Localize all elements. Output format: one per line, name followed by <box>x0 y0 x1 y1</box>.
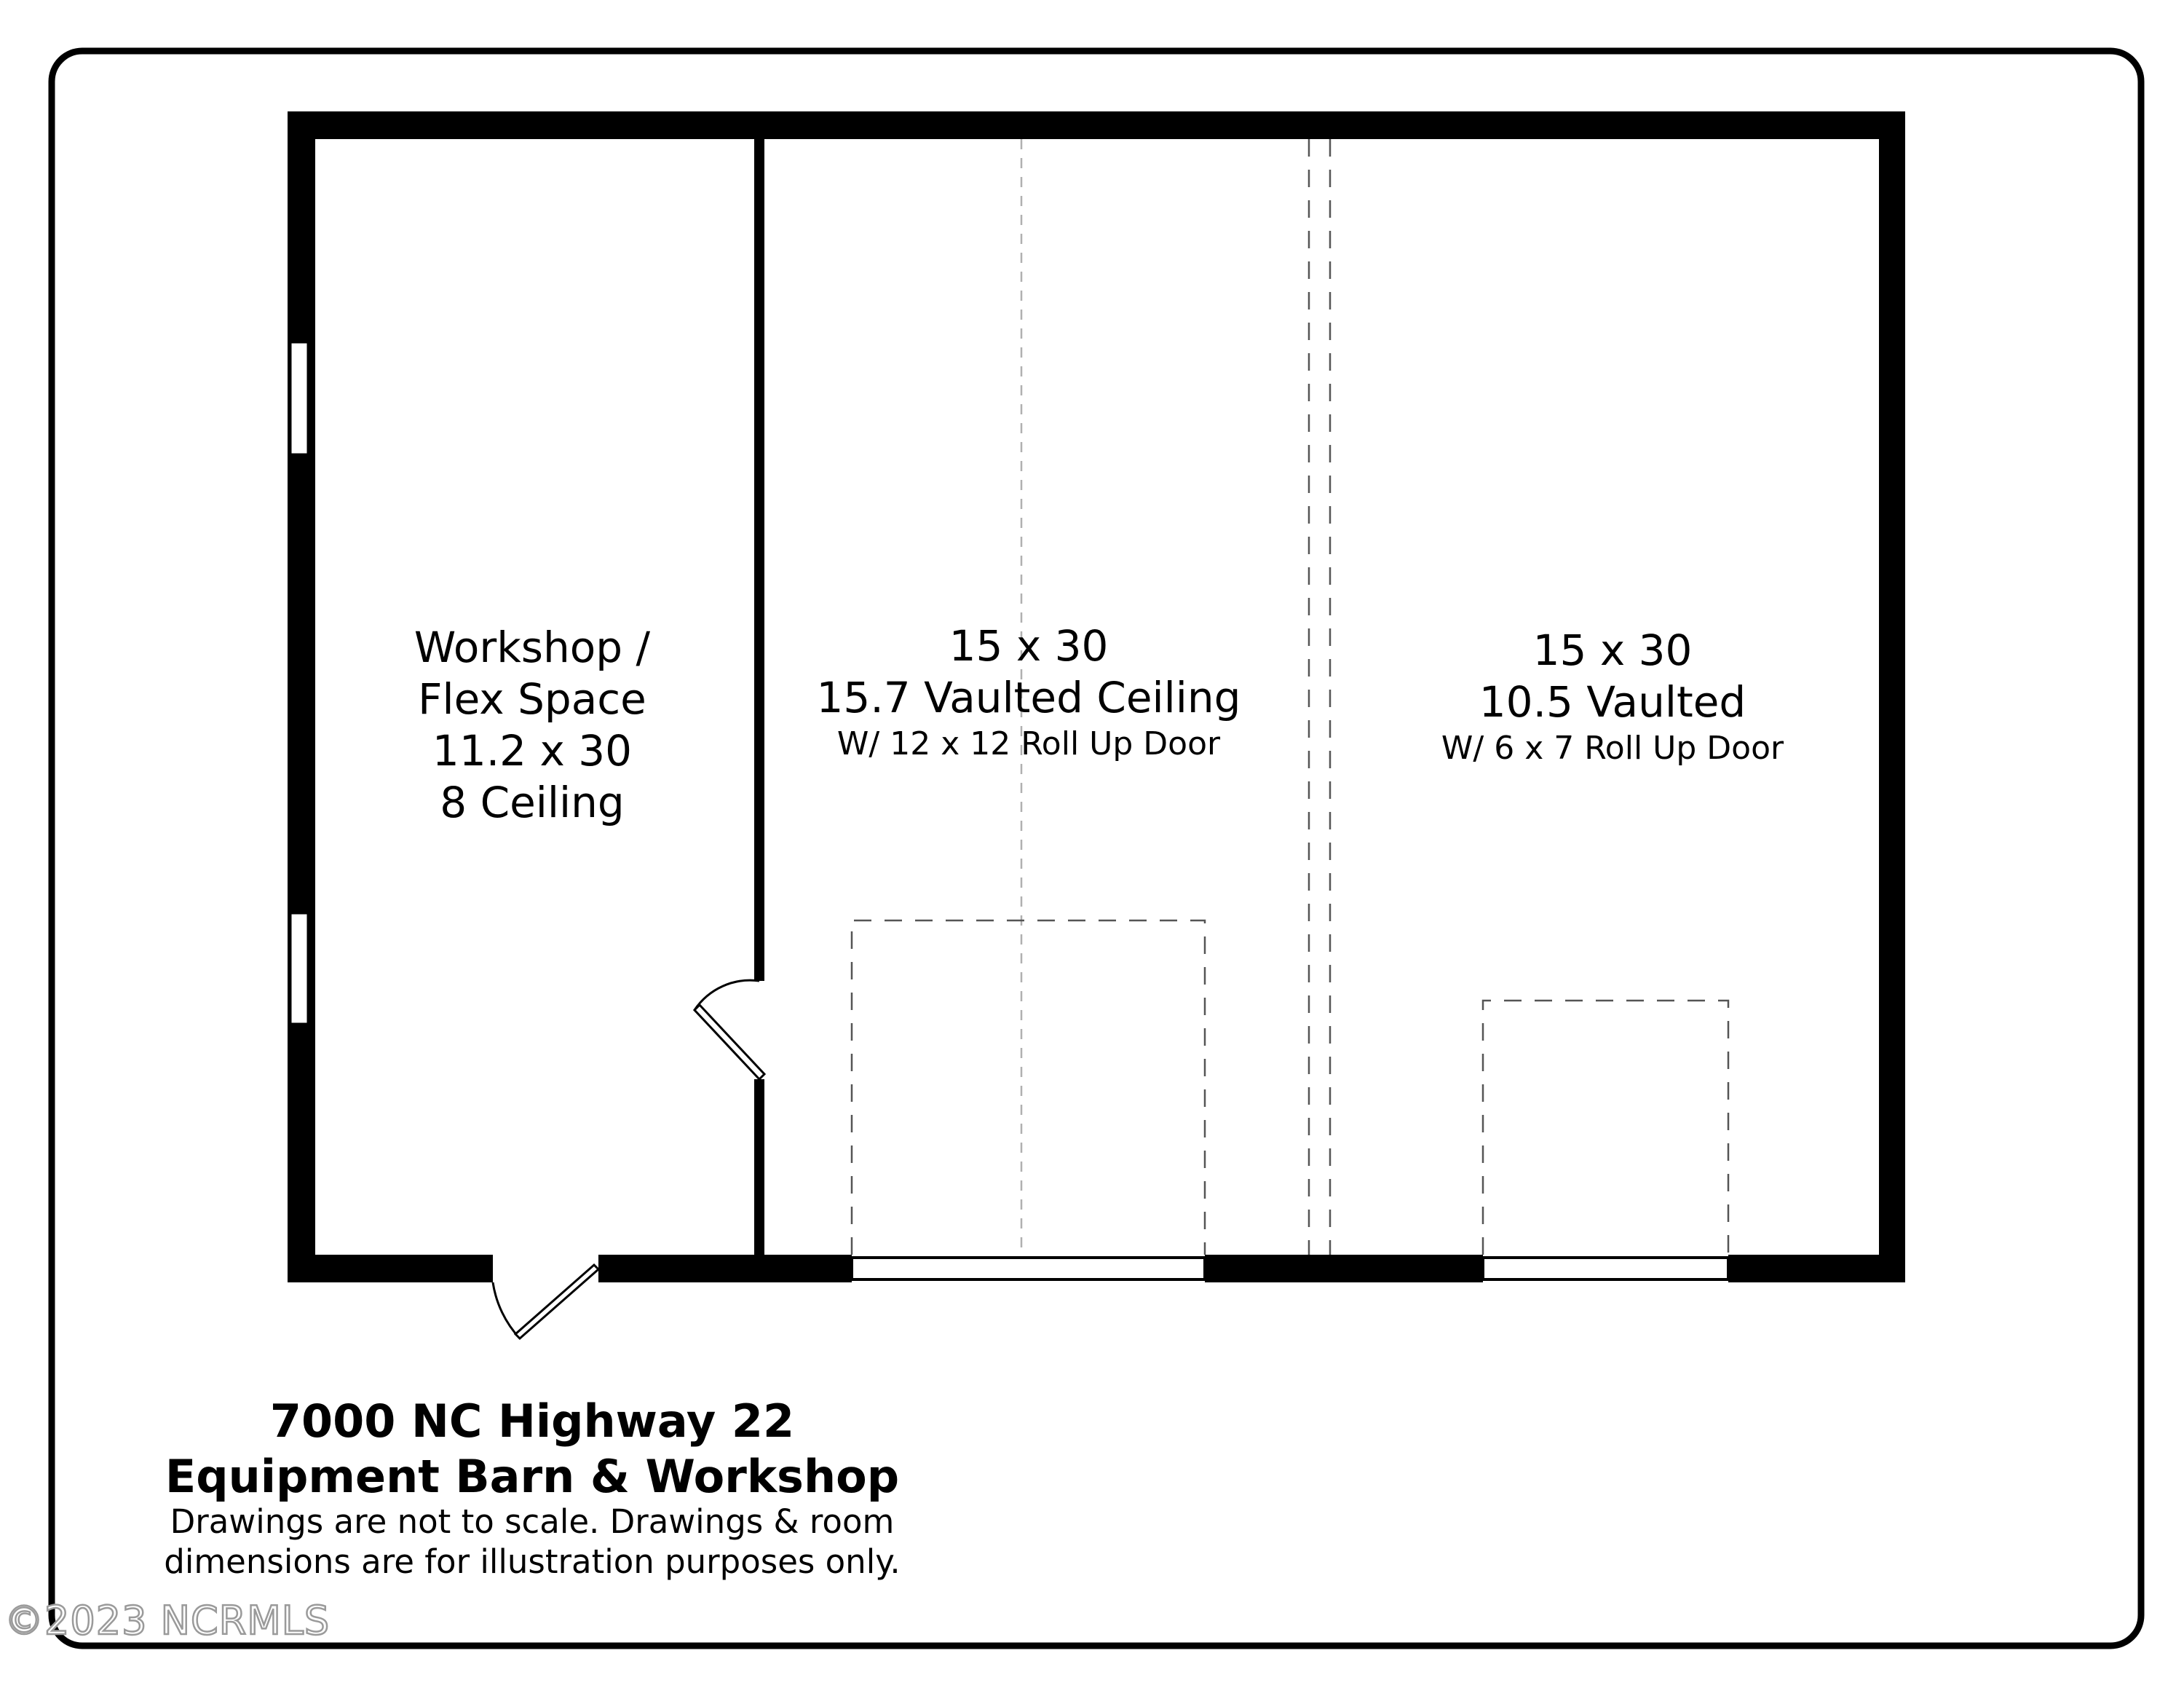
workshop-label-line3: 11.2 x 30 <box>432 726 633 776</box>
window-lower <box>290 913 308 1024</box>
caption-disclaimer-line1: Drawings are not to scale. Drawings & room <box>170 1502 895 1541</box>
bay-left-label-line1: 15 x 30 <box>949 621 1109 671</box>
bay-right-label-line3: W/ 6 x 7 Roll Up Door <box>1441 730 1784 767</box>
interior-wall <box>754 136 764 1258</box>
roll-up-door-6x7 <box>1483 1258 1728 1279</box>
copyright-watermark: ©2023 NCRMLS <box>4 1598 331 1644</box>
workshop-label-line2: Flex Space <box>418 674 646 724</box>
wall-bottom-seg-3 <box>1205 1255 1483 1282</box>
wall-bottom-seg-4 <box>1728 1255 1905 1282</box>
wall-bottom-seg-2 <box>598 1255 852 1282</box>
bay-right-label-line2: 10.5 Vaulted <box>1479 677 1746 727</box>
caption-building: Equipment Barn & Workshop <box>165 1450 900 1503</box>
caption-address: 7000 NC Highway 22 <box>269 1395 795 1448</box>
window-upper <box>290 342 308 454</box>
interior-wall-upper <box>754 136 764 981</box>
caption-disclaimer-line2: dimensions are for illustration purposes only. <box>164 1542 901 1581</box>
workshop-label-line1: Workshop / <box>414 623 651 672</box>
wall-top <box>288 111 1905 139</box>
workshop-label-line4: 8 Ceiling <box>440 778 625 827</box>
bay-left-label-line3: W/ 12 x 12 Roll Up Door <box>836 725 1221 762</box>
caption <box>164 1395 900 1581</box>
interior-wall-lower <box>754 1079 764 1258</box>
wall-left <box>288 111 315 1282</box>
bay-right-label-line1: 15 x 30 <box>1532 626 1693 675</box>
wall-right <box>1879 111 1905 1282</box>
roll-up-door-12x12 <box>852 1258 1205 1279</box>
bay-left-label-line2: 15.7 Vaulted Ceiling <box>816 673 1241 722</box>
wall-bottom-seg-1 <box>288 1255 493 1282</box>
